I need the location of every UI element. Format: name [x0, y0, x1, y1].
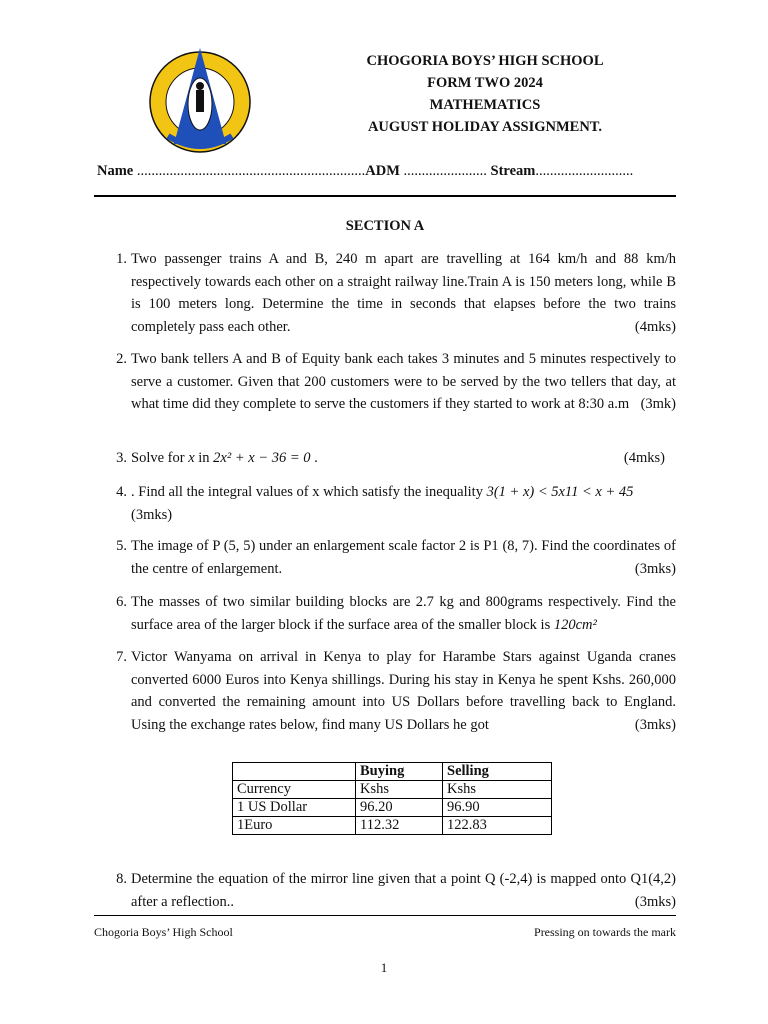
- question-8: [111, 868, 676, 914]
- footer-divider: [94, 915, 676, 916]
- question-body: Solve for: [131, 450, 189, 466]
- table-row: [233, 799, 552, 817]
- table-cell: Kshs: [356, 781, 443, 799]
- question-marks: (3mks): [131, 506, 173, 523]
- question-number: 7.: [116, 649, 127, 665]
- question-marks: (4mks): [623, 450, 665, 466]
- subject-title: MATHEMATICS: [429, 97, 541, 113]
- question-text: [131, 348, 676, 416]
- question-marks: (3mks): [634, 893, 676, 910]
- equation: 120cm²: [553, 616, 597, 633]
- stream-label: Stream: [490, 163, 536, 179]
- footer-school: Chogoria Boys’ High School: [94, 925, 233, 939]
- adm-label: ADM: [365, 163, 400, 179]
- question-body: .: [310, 450, 318, 466]
- table-cell: 1 US Dollar: [233, 799, 356, 817]
- question-text: [131, 591, 676, 636]
- question-2: [111, 348, 676, 438]
- table-cell: Currency: [233, 781, 356, 799]
- question-text: [131, 248, 676, 338]
- question-body: The masses of two similar building blocks are 2.7 kg and 800grams respectively. Find the surface area of the larger block if the surface area of the smaller block is: [131, 594, 676, 633]
- question-body: The image of P (5, 5) under an enlargement scale factor 2 is P1 (8, 7). Find the coordinates of the centre of enlargement.: [131, 538, 676, 577]
- table-cell: 96.20: [356, 799, 443, 817]
- table-row: [233, 817, 552, 835]
- header-divider: [94, 195, 676, 197]
- variable: x: [188, 450, 195, 466]
- question-6: [111, 591, 676, 637]
- equation: 2x² + x − 36 = 0: [213, 450, 311, 466]
- question-3: [111, 447, 676, 471]
- question-text: [131, 535, 676, 580]
- section-title: SECTION A: [345, 218, 425, 234]
- table-header-row: [233, 763, 552, 781]
- exchange-rates-table: [232, 762, 552, 835]
- question-body: Two passenger trains A and B, 240 m apart are travelling at 164 km/h and 88 km/h respectively towards each other on a straight railway line.Train A is 150 meters long, while B is 100 meters long. Determine the time in seconds that elapses before the two trains completely pass each other.: [131, 251, 676, 335]
- table-cell: 122.83: [443, 817, 552, 835]
- question-number: 1.: [116, 251, 127, 267]
- school-logo: [144, 44, 256, 156]
- question-text: [131, 646, 676, 736]
- assignment-title: AUGUST HOLIDAY ASSIGNMENT.: [367, 119, 603, 135]
- question-text: [131, 868, 676, 913]
- question-number: 3.: [116, 450, 127, 466]
- table-header-cell: [233, 763, 356, 781]
- table-cell: 1Euro: [233, 817, 356, 835]
- equation: 3(1 + x) < 5x11 < x + 45: [486, 484, 634, 500]
- table-header-cell: Selling: [443, 763, 552, 781]
- name-label: Name: [97, 163, 134, 179]
- question-number: 8.: [116, 871, 127, 887]
- question-marks: (4mks): [634, 318, 676, 335]
- question-marks: (3mks): [634, 560, 676, 577]
- stream-blank[interactable]: ...........................: [535, 163, 634, 179]
- page-number: 1: [380, 960, 388, 975]
- table-cell: 112.32: [356, 817, 443, 835]
- question-number: 4.: [116, 484, 127, 500]
- table-row: [233, 781, 552, 799]
- question-body: in: [194, 450, 214, 466]
- school-name: CHOGORIA BOYS’ HIGH SCHOOL: [366, 53, 604, 69]
- question-4: [111, 481, 676, 527]
- student-fields: [97, 163, 677, 180]
- question-1: [111, 248, 676, 338]
- question-number: 5.: [116, 538, 127, 554]
- question-body: Victor Wanyama on arrival in Kenya to play for Harambe Stars against Uganda cranes converted 6000 Euros into Kenya shillings. During his stay in Kenya he spent Kshs. 260,000 and converted the remaining amount into US Dollars before travelling back to England. Using the exchange rates below, find many US Dollars he got: [131, 649, 676, 733]
- footer-motto: Pressing on towards the mark: [534, 925, 676, 939]
- question-text: [131, 481, 676, 526]
- question-body: Two bank tellers A and B of Equity bank each takes 3 minutes and 5 minutes respectively to serve a customer. Given that 200 customers were to be served by the two tellers that day, at what time did they complete to serve the customers if they started to work at 8:30 a.m: [131, 351, 676, 412]
- question-text: [131, 447, 671, 470]
- question-marks: (3mk): [640, 396, 676, 412]
- name-blank[interactable]: ...............................................................: [136, 163, 366, 179]
- form-title: FORM TWO 2024: [427, 75, 543, 91]
- table-cell: 96.90: [443, 799, 552, 817]
- table-cell: Kshs: [443, 781, 552, 799]
- question-marks: (3mks): [634, 716, 676, 733]
- document-header: [300, 50, 670, 138]
- question-body: Determine the equation of the mirror line given that a point Q (-2,4) is mapped onto Q1(4,2) after a reflection..: [131, 871, 676, 910]
- question-body: . Find all the integral values of x which satisfy the inequality: [131, 484, 487, 500]
- question-7: [111, 646, 676, 736]
- table-header-cell: Buying: [356, 763, 443, 781]
- adm-blank[interactable]: .......................: [403, 163, 487, 179]
- question-number: 6.: [116, 594, 127, 610]
- question-5: [111, 535, 676, 581]
- question-number: 2.: [116, 351, 127, 367]
